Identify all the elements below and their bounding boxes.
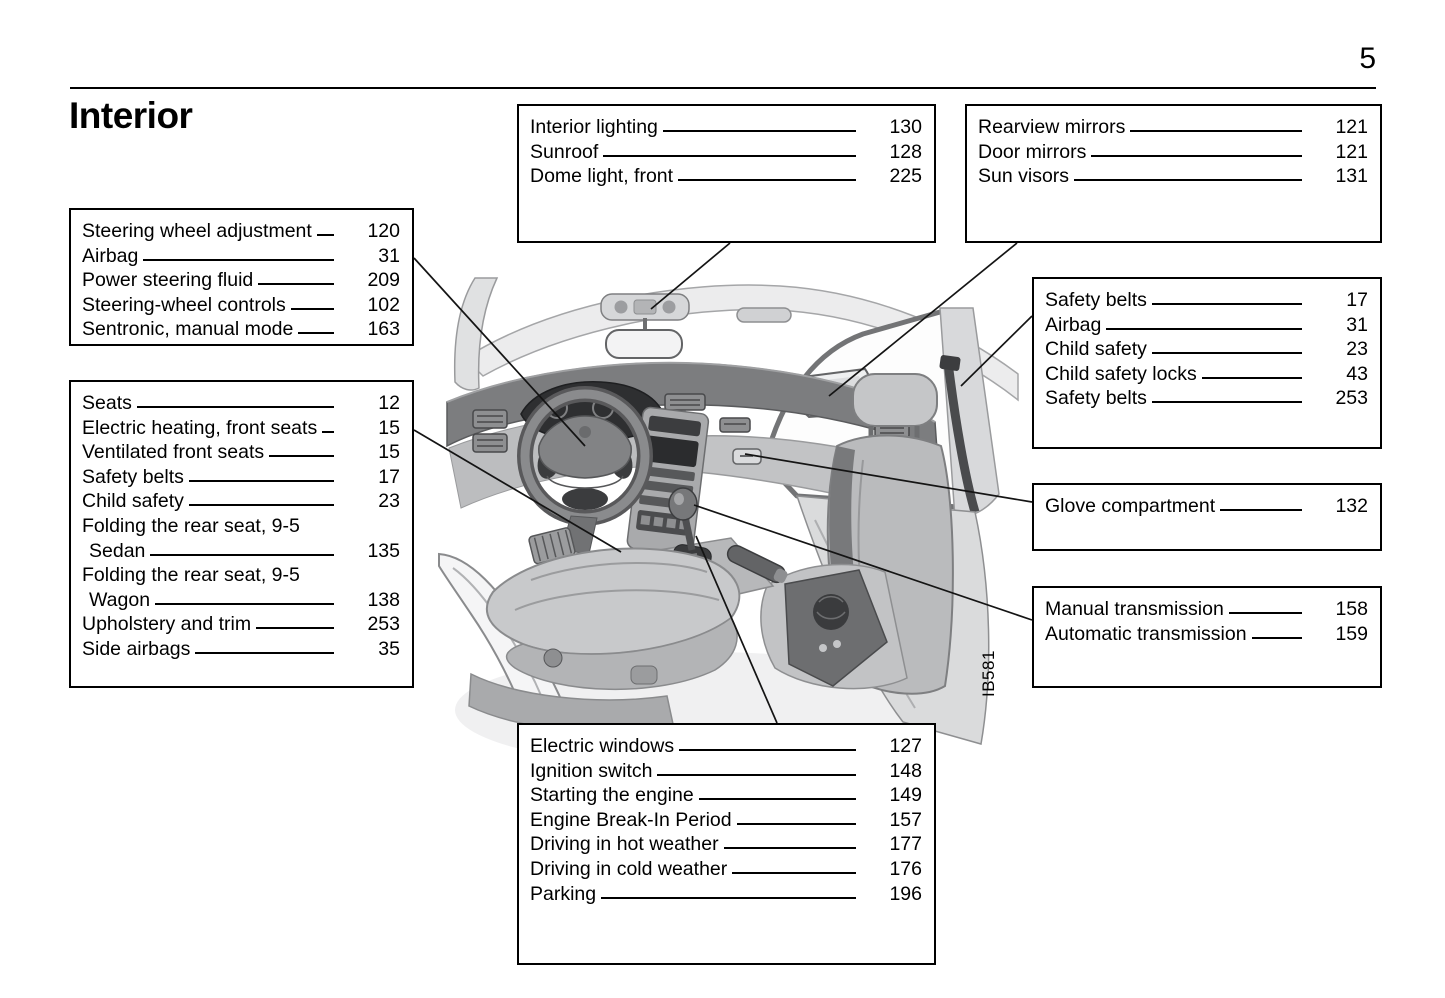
a-pillar: [455, 278, 497, 390]
toc-label: Folding the rear seat, 9-5: [82, 564, 300, 587]
toc-label: Steering-wheel controls: [82, 293, 286, 316]
leader-underscore: [322, 431, 334, 433]
toc-label: Airbag: [82, 244, 139, 267]
leader-underscore: [603, 155, 856, 157]
leader-underscore: [732, 872, 856, 874]
toc-page-ref: 138: [367, 588, 400, 611]
toc-label: Sunroof: [530, 140, 599, 163]
toc-page-ref: 121: [1335, 116, 1368, 138]
toc-row: [530, 140, 922, 165]
toc-page-ref: 159: [1335, 622, 1368, 645]
seat-adjuster: [631, 666, 657, 684]
toc-row: [530, 115, 922, 140]
glove-compartment-latch: [733, 449, 761, 464]
toc-page-ref: 102: [367, 293, 400, 316]
toc-page-ref: 225: [889, 165, 922, 188]
toc-row: [978, 140, 1368, 165]
toc-label: Driving in cold weather: [530, 857, 728, 880]
toc-label: Parking: [530, 882, 597, 905]
toc-label: Rearview mirrors: [978, 116, 1126, 138]
toc-label: Automatic transmission: [1045, 622, 1247, 645]
leader-underscore: [1152, 401, 1302, 403]
toc-page-ref: 12: [378, 392, 400, 414]
toc-row: [530, 164, 922, 189]
callout-box-seats: [69, 380, 414, 688]
toc-row: [978, 115, 1368, 140]
toc-page-ref: 128: [889, 140, 922, 163]
toc-label: Power steering fluid: [82, 269, 254, 292]
toc-row: [1045, 622, 1368, 647]
leader-underscore: [195, 652, 334, 654]
toc-label: Electric heating, front seats: [82, 416, 318, 439]
toc-label: Seats: [82, 392, 132, 414]
toc-row: [530, 734, 922, 759]
toc-label: Safety belts: [82, 465, 184, 488]
toc-page-ref: 253: [1335, 387, 1368, 410]
car-interior-illustration: [435, 250, 1020, 765]
leader-underscore: [298, 332, 334, 334]
toc-row: [530, 783, 922, 808]
leader-underscore: [678, 179, 856, 181]
toc-row: [82, 489, 400, 514]
toc-label: Glove compartment: [1045, 495, 1216, 517]
toc-label: Sedan: [89, 539, 146, 562]
leader-underscore: [1074, 179, 1302, 181]
toc-label: Ventilated front seats: [82, 441, 265, 464]
toc-label: Manual transmission: [1045, 598, 1224, 620]
toc-row: [530, 857, 922, 882]
toc-row: [978, 164, 1368, 189]
toc-row: [530, 832, 922, 857]
toc-row: [82, 539, 400, 564]
leader-underscore: [137, 406, 334, 408]
toc-row: [1045, 494, 1368, 519]
toc-label: Safety belts: [1045, 387, 1147, 410]
callout-box-glove: [1032, 483, 1382, 551]
toc-page-ref: 177: [889, 833, 922, 856]
toc-row: [1045, 313, 1368, 338]
leader-underscore: [258, 283, 334, 285]
toc-label: Interior lighting: [530, 116, 658, 138]
toc-label: Upholstery and trim: [82, 613, 252, 636]
toc-row: [530, 759, 922, 784]
toc-page-ref: 176: [889, 857, 922, 880]
toc-page-ref: 23: [1346, 338, 1368, 361]
toc-row: [82, 637, 400, 662]
toc-page-ref: 130: [889, 116, 922, 138]
toc-label: Safety belts: [1045, 289, 1147, 311]
toc-row: [1045, 337, 1368, 362]
toc-row: [1045, 386, 1368, 411]
toc-label: Ignition switch: [530, 759, 653, 782]
leader-underscore: [291, 308, 334, 310]
toc-page-ref: 15: [378, 416, 400, 439]
callout-box-lighting: [517, 104, 936, 243]
figure-code-label: IB581: [979, 650, 998, 697]
toc-label: Airbag: [1045, 313, 1102, 336]
toc-label: Steering wheel adjustment: [82, 220, 312, 242]
leader-underscore: [1220, 509, 1302, 511]
leader-underscore: [1130, 130, 1302, 132]
toc-row: [1045, 597, 1368, 622]
toc-page-ref: 157: [889, 808, 922, 831]
callout-box-steering: [69, 208, 414, 346]
toc-page-ref: 31: [1346, 313, 1368, 336]
toc-row: [82, 563, 400, 588]
leader-underscore: [657, 774, 856, 776]
toc-row: [530, 882, 922, 907]
leader-underscore: [699, 798, 856, 800]
leader-underscore: [189, 480, 334, 482]
toc-page-ref: 135: [367, 539, 400, 562]
toc-row: [82, 244, 400, 269]
toc-page-ref: 131: [1335, 165, 1368, 188]
toc-page-ref: 148: [889, 759, 922, 782]
page-title: Interior: [69, 95, 193, 136]
toc-page-ref: 127: [889, 735, 922, 757]
toc-page-ref: 149: [889, 784, 922, 807]
toc-page-ref: 35: [378, 637, 400, 660]
leader-underscore: [1091, 155, 1302, 157]
toc-label: Folding the rear seat, 9-5: [82, 514, 300, 537]
leader-underscore: [1106, 328, 1302, 330]
toc-label: Wagon: [89, 588, 151, 611]
toc-label: Sentronic, manual mode: [82, 318, 294, 341]
leader-underscore: [143, 259, 334, 261]
grab-handle: [737, 308, 791, 322]
callout-box-mirrors: [965, 104, 1382, 243]
toc-row: [82, 293, 400, 318]
toc-label: Sun visors: [978, 165, 1070, 188]
leader-underscore: [1152, 352, 1302, 354]
toc-label: Door mirrors: [978, 140, 1087, 163]
toc-row: [82, 268, 400, 293]
toc-page-ref: 209: [367, 269, 400, 292]
toc-label: Driving in hot weather: [530, 833, 719, 856]
leader-underscore: [601, 897, 856, 899]
toc-page-ref: 120: [367, 220, 400, 242]
toc-label: Child safety: [82, 490, 184, 513]
toc-row: [82, 219, 400, 244]
gear-knob: [669, 488, 697, 520]
toc-label: Side airbags: [82, 637, 191, 660]
toc-row: [1045, 288, 1368, 313]
recline-knob: [544, 649, 562, 667]
toc-page-ref: 121: [1335, 140, 1368, 163]
toc-page-ref: 23: [378, 490, 400, 513]
toc-page-ref: 196: [889, 882, 922, 905]
toc-page-ref: 43: [1346, 362, 1368, 385]
leader-underscore: [1152, 303, 1302, 305]
toc-row: [82, 416, 400, 441]
toc-page-ref: 17: [1346, 289, 1368, 311]
leader-underscore: [155, 603, 334, 605]
speaker: [813, 594, 849, 630]
leader-underscore: [1252, 637, 1302, 639]
leader-underscore: [724, 847, 856, 849]
toc-row: [82, 588, 400, 613]
overhead-console: [601, 294, 689, 320]
callout-box-controls: [517, 723, 936, 965]
toc-row: [82, 391, 400, 416]
toc-row: [82, 440, 400, 465]
page-number: 5: [1359, 42, 1376, 75]
toc-page-ref: 163: [367, 318, 400, 341]
toc-label: Starting the engine: [530, 784, 694, 807]
toc-row: [530, 808, 922, 833]
toc-row: [82, 514, 400, 539]
toc-label: Dome light, front: [530, 165, 674, 188]
callout-box-belts: [1032, 277, 1382, 449]
belt-anchor: [939, 355, 961, 372]
toc-page-ref: 17: [378, 465, 400, 488]
leader-underscore: [737, 823, 856, 825]
header-rule: [70, 87, 1376, 89]
toc-page-ref: 15: [378, 441, 400, 464]
toc-label: Child safety: [1045, 338, 1147, 361]
toc-label: Engine Break-In Period: [530, 808, 732, 831]
toc-row: [82, 465, 400, 490]
leader-underscore: [269, 455, 334, 457]
headrest: [853, 374, 937, 426]
toc-row: [82, 612, 400, 637]
leader-underscore: [150, 554, 334, 556]
leader-underscore: [256, 627, 334, 629]
leader-underscore: [317, 234, 334, 236]
toc-row: [82, 317, 400, 342]
toc-page-ref: 253: [367, 613, 400, 636]
leader-underscore: [663, 130, 856, 132]
toc-page-ref: 132: [1335, 495, 1368, 517]
leader-underscore: [1202, 377, 1302, 379]
callout-box-transmission: [1032, 586, 1382, 688]
leader-underscore: [679, 749, 856, 751]
toc-page-ref: 158: [1335, 598, 1368, 620]
leader-underscore: [189, 504, 334, 506]
leader-underscore: [1229, 612, 1302, 614]
toc-label: Electric windows: [530, 735, 675, 757]
toc-page-ref: 31: [378, 244, 400, 267]
toc-row: [1045, 362, 1368, 387]
toc-label: Child safety locks: [1045, 362, 1197, 385]
